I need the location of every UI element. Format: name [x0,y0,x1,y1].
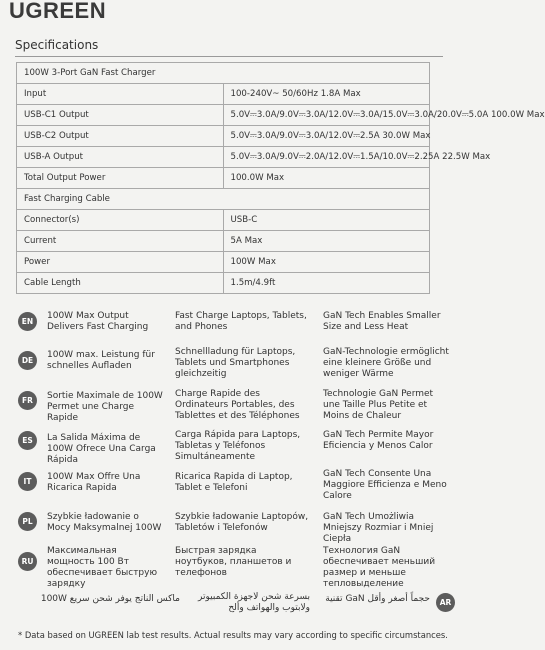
feature-text-2: بسرعة شحن لاجهزة الكمبيوتر ولابتوب والهواتف وألح [198,592,310,613]
specifications-table [16,62,545,294]
spec-label: Input [17,84,224,105]
feature-text-1: La Salida Máxima de 100W Ofrece Una Carga Rápida [47,433,156,465]
spec-label: Power [17,252,224,273]
feature-text-3: GaN Tech Umożliwia Mniejszy Rozmiar i Mniej Ciepła [323,512,434,544]
feature-text-3: Технология GaN обеспечивает меньший размер и меньше тепловыделение [323,546,436,589]
spec-value: 5A Max [223,231,430,252]
footnote: * Data based on UGREEN lab test results. Actual results may vary according to specific circumstances. [18,630,448,640]
spec-label: Current [17,231,224,252]
spec-label: USB-C2 Output [17,126,224,147]
spec-value: 100W Max [223,252,430,273]
table-row [17,252,430,273]
feature-text-1: Sortie Maximale de 100W Permet une Charge Rapide [47,391,163,423]
feature-text-2: Charge Rapide des Ordinateurs Portables, des Tablettes et des Téléphones [175,389,300,421]
table-row [17,105,430,126]
feature-text-2: Schnellladung für Laptops, Tablets und Smartphones gleichzeitig [175,347,296,379]
feature-text-1: Максимальная мощность 100 Вт обеспечивает быструю зарядку [47,546,158,589]
language-badge: EN [18,312,37,331]
table-row [17,147,430,168]
feature-text-3: GaN Tech Enables Smaller Size and Less Heat [323,311,441,332]
spec-label: Cable Length [17,273,224,294]
language-badge: ES [18,431,37,450]
table-row [17,210,430,231]
spec-value: 100-240V~ 50/60Hz 1.8A Max [223,84,430,105]
feature-text-1: 100W max. Leistung für schnelles Aufladen [47,350,155,371]
table-row [17,63,430,84]
language-badge: FR [18,391,37,410]
spec-value: 100.0W Max [223,168,430,189]
language-badge: IT [18,472,37,491]
table-header-charger: 100W 3-Port GaN Fast Charger [17,63,430,84]
spec-value: 5.0V⎓3.0A/9.0V⎓3.0A/12.0V⎓2.5A 30.0W Max [223,126,430,147]
spec-label: USB-A Output [17,147,224,168]
feature-text-2: Ricarica Rapida di Laptop, Tablet e Telefoni [175,472,293,493]
feature-text-1: Szybkie ładowanie o Mocy Maksymalnej 100W [47,512,162,533]
feature-text-2: Carga Rápida para Laptops, Tabletas y Teléfonos Simultáneamente [175,430,301,462]
table-row [17,126,430,147]
spec-label: Connector(s) [17,210,224,231]
language-badge: RU [18,552,37,571]
table-row [17,168,430,189]
table-row [17,84,430,105]
language-badge: DE [18,351,37,370]
table-header-cable: Fast Charging Cable [17,189,430,210]
feature-text-2: Szybkie ładowanie Laptopów, Tabletów i Telefonów [175,512,309,533]
table-row [17,273,430,294]
language-badge: PL [18,512,37,531]
table-row [17,231,430,252]
feature-text-3: Technologie GaN Permet une Taille Plus Petite et Moins de Chaleur [323,389,434,421]
brand-logo: UGREEN [9,0,107,23]
table-row [17,189,430,210]
feature-text-3: حجماً أصغر وأقل GaN تقنية [325,594,430,604]
feature-text-1: ماكس الناتج يوفر شحن سريع 100W [40,594,180,604]
spec-value: USB-C [223,210,430,231]
feature-text-3: GaN-Technologie ermöglicht eine kleinere Größe und weniger Wärme [323,347,449,379]
feature-text-1: 100W Max Offre Una Ricarica Rapida [47,472,141,493]
feature-text-3: GaN Tech Consente Una Maggiore Efficienza e Meno Calore [323,469,447,501]
spec-value: 5.0V⎓3.0A/9.0V⎓3.0A/12.0V⎓3.0A/15.0V⎓3.0A/20.0V⎓5.0A 100.0W Max [223,105,430,126]
feature-text-1: 100W Max Output Delivers Fast Charging [47,311,149,332]
feature-text-3: GaN Tech Permite Mayor Eficiencia y Menos Calor [323,430,434,451]
language-badge: AR [436,593,455,612]
section-divider [15,56,443,57]
feature-text-2: Быстрая зарядка ноутбуков, планшетов и телефонов [175,546,292,578]
section-title: Specifications [15,38,99,52]
spec-label: Total Output Power [17,168,224,189]
spec-label: USB-C1 Output [17,105,224,126]
spec-value: 1.5m/4.9ft [223,273,430,294]
feature-text-2: Fast Charge Laptops, Tablets, and Phones [175,311,307,332]
spec-value: 5.0V⎓3.0A/9.0V⎓2.0A/12.0V⎓1.5A/10.0V⎓2.25A 22.5W Max [223,147,430,168]
